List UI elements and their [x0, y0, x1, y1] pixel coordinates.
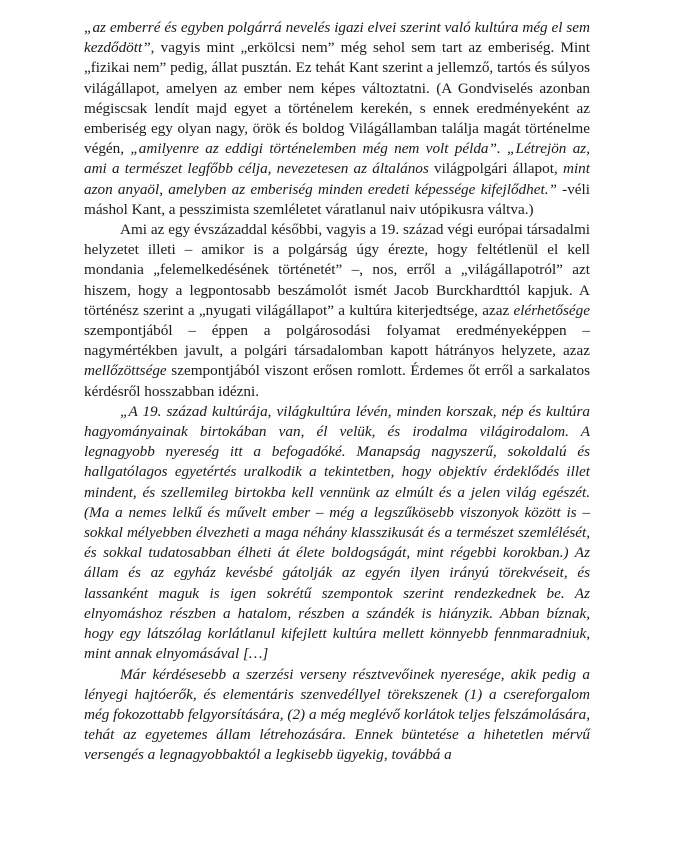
block-quote: „A 19. század kultúrája, világkultúra lévén, minden korszak, nép és kultúra hagyományainak birtokában van, él velük, és irodalma világirodalom. A legnagyobb nyereség itt a befogadóké. Manapság nagyszerű, sokoldalú és hallgatólagos egyetértés uralkodik a tekintetben, hogy objektív érdeklődés illet mindent, és szellemileg birtokba kell vennünk az elmúlt és a jelen világ egészét. (Ma a nemes lelkű és művelt ember – még a legszűkösebb viszonyok között is – sokkal mélyebben élvezheti a maga néhány klasszikusát és a természet szemlélését, és sokkal tudatosabban élheti át élete boldogságát, mint régebbi korokban.) Az állam és az egyház kevésbé gátolják az egyén ilyen irányú törekvéseit, és lassanként maguk is igen sokrétű szempontok szerint rendezkednek be. Az elnyomáshoz részben a hatalom, részben a szándék is hiányzik. Abban bíznak, hogy egy látszólag korlátlanul kifejlett kultúra mellett könnyebb fennmaradniuk, mint annak elnyomásával […]	[84, 402, 590, 663]
text-fragment: szempontjából – éppen a polgárosodási folyamat eredményeképpen – nagymértékben javult, a polgári társadalomban kapott hátrányos helyzete, azaz	[84, 322, 590, 360]
emphasis: mellőzöttsége	[84, 362, 167, 380]
text-fragment: -véli máshol Kant, a pesszimista szemléletet váratlanul naiv utópikusra váltva.)	[84, 180, 590, 218]
paragraph-burckhardt	[84, 220, 590, 402]
paragraph-kant	[84, 18, 590, 220]
document-page	[84, 18, 590, 766]
quote-fragment: „amilyenre az eddigi történelemben még nem volt példa”. „Létrejön az, ami a természet legfőbb célja, nevezetesen az általános	[84, 140, 590, 178]
quote-fragment: „az emberré és egyben polgárrá nevelés igazi elvei szerint való kultúra még el sem kezdődött”	[84, 19, 590, 57]
text-fragment: világpolgári állapot,	[434, 160, 563, 178]
quote-fragment: mint azon anyaöl, amelyben az emberiség minden eredeti képessége kifejlődhet.”	[84, 160, 590, 198]
text-fragment: Ami az egy évszázaddal későbbi, vagyis a 19. század végi európai társadalmi helyzetet illeti – amikor is a polgárság úgy érezte, hogy feltétlenül el kell mondania „felemelkedésének történetét” –, nos, erről a „világállapotról” azt hiszem, hogy a legpontosabb beszámolót ismét Jacob Burckhardttól kapjuk. A történész szerint a „nyugati világállapot” a kultúra kiterjedtsége, azaz	[84, 221, 590, 319]
text-fragment: , vagyis mint „erkölcsi nem” még sehol sem tart az emberiség. Mint „fizikai nem” pedig, állat pusztán. Ez tehát Kant szerint a jellemző, tartós és súlyos világállapot, amelyen az ember nem képes változtatni. (A Gondviselés azonban mégiscsak lendít majd egyet a történelem kerekén, s ennek eredményeként az emberiség egy olyan nagy, örök és boldog Világállamban találja magát történelme végén,	[84, 39, 590, 158]
block-quote-continued: Már kérdésesebb a szerzési verseny résztvevőinek nyeresége, akik pedig a lényegi hajtóerők, és elementáris szenvedéllyel törekszenek (1) a csereforgalom még fokozottabb felgyorsítására, (2) a még meglévő korlátok teljes felszámolására, tehát az egyetemes állam létrehozására. Ennek büntetése a hihetetlen mérvű versengés a legnagyobbaktól a legkisebb ügyekig, továbbá a	[84, 665, 590, 764]
text-fragment: szempontjából viszont erősen romlott. Érdemes őt erről a sarkalatos kérdésről hosszabban idézni.	[84, 362, 590, 400]
emphasis: elérhetősége	[513, 301, 590, 319]
